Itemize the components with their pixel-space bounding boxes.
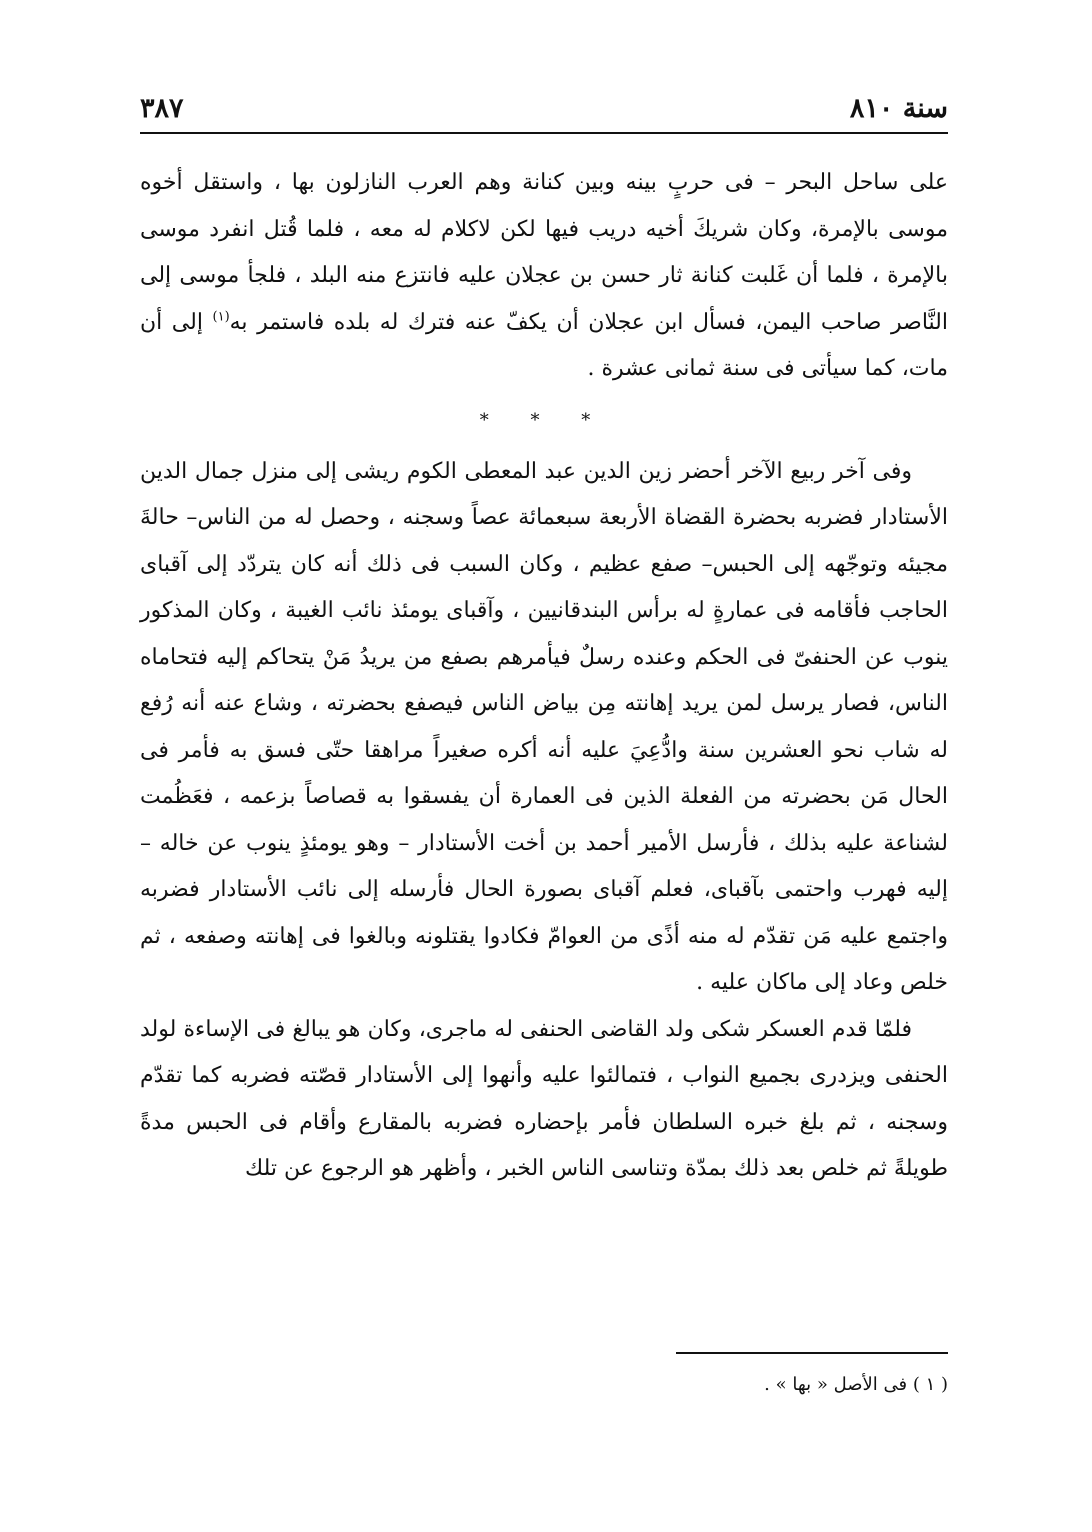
paragraph-1-text: على ساحل البحر – فى حربٍ بينه وبين كنانة وهم العرب النازلون بها ، واستقل أخوه موسى بالإمرة، وكان شريكَ أخيه دريب فيها لكن لاكلام له معه ، فلما قُتل انفرد موسى بالإمرة ، فلما أن غَلبت كنانة ثار حسن بن عجلان عليه فانتزع منه البلد ، فلجأ موسى إلى النَّاصر صاحب اليمن، فسأل ابن عجلان أن يكفّ عنه فترك له بلده فاستمر به: [140, 170, 948, 335]
footnote-marker: (١): [212, 309, 230, 325]
paragraph-3: فلمّا قدم العسكر شكى ولد القاضى الحنفى له ماجرى، وكان هو يبالغ فى الإساءة لولد الحنفى ويزدرى بجميع النواب ، فتمالئوا عليه وأنهوا إلى الأستادار قصّته فضربه كما تقدّم وسجنه ، ثم بلغ خبره السلطان فأمر بإحضاره فضربه بالمقارع وأقام فى الحبس مدةً طويلةً ثم خلص بعد ذلك بمدّة وتناسى الناس الخبر ، وأظهر هو الرجوع عن تلك: [140, 1016, 948, 1181]
paragraph-1-tail: إلى أن مات، كما سيأتى فى سنة ثمانى عشرة .: [140, 309, 948, 381]
running-title: سنة ٨١٠: [849, 92, 948, 124]
header-rule: [140, 132, 948, 134]
footnote: ( ١ ) فى الأصل « بها » .: [764, 1374, 948, 1395]
paragraph-2: وفى آخر ربيع الآخر أحضر زين الدين عبد المعطى الكوم ريشى إلى منزل جمال الدين الأستادار فضربه بحضرة القضاة الأربعة سبعمائة عصاً وسجنه ، وحصل له من الناس– حالةَ مجيئه وتوجّهه إلى الحبس– صفع عظيم ، وكان السبب فى ذلك أنه كان يتردّد إلى آقباى الحاجب فأقامه فى عمارةٍ له برأس البندقانيين ، وآقباى يومئذ نائب الغيبة ، وكان المذكور ينوب عن الحنفىّ فى الحكم وعنده رسلٌ فيأمرهم بصفع من يريدُ مَنْ يتحاكم إليه فتحاماه الناس، فصار يرسل لمن يريد إهانته مِن بياض الناس فيصفع بحضرته ، وشاع عنه أنه رُفع له شاب نحو العشرين سنة وادُّعِيَ عليه أنه أكره صغيراً مراهقا حتّى فسق به فأمر فى الحال مَن بحضرته من الفعلة الذين فى العمارة أن يفسقوا به قصاصاً بزعمه ، فعَظُمت لشناعة عليه بذلك ، فأرسل الأمير أحمد بن أخت الأستادار – وهو يومئذٍ ينوب عن خاله – إليه فهرب واحتمى بآقباى، فعلم آقباى بصورة الحال فأرسله إلى نائب الأستادار فضربه واجتمع عليه مَن تقدّم له منه أذًى من العوامّ فكادوا يقتلونه وبالغوا فى إهانته وصفعه ، ثم خلص وعاد إلى ماكان عليه .: [140, 458, 948, 995]
section-separator: * * *: [479, 409, 609, 431]
main-text: [140, 160, 948, 1193]
page-header: [140, 88, 948, 128]
page-number: ٣٨٧: [140, 92, 184, 124]
footnote-rule: [676, 1352, 948, 1354]
paragraph-1: [140, 160, 948, 393]
